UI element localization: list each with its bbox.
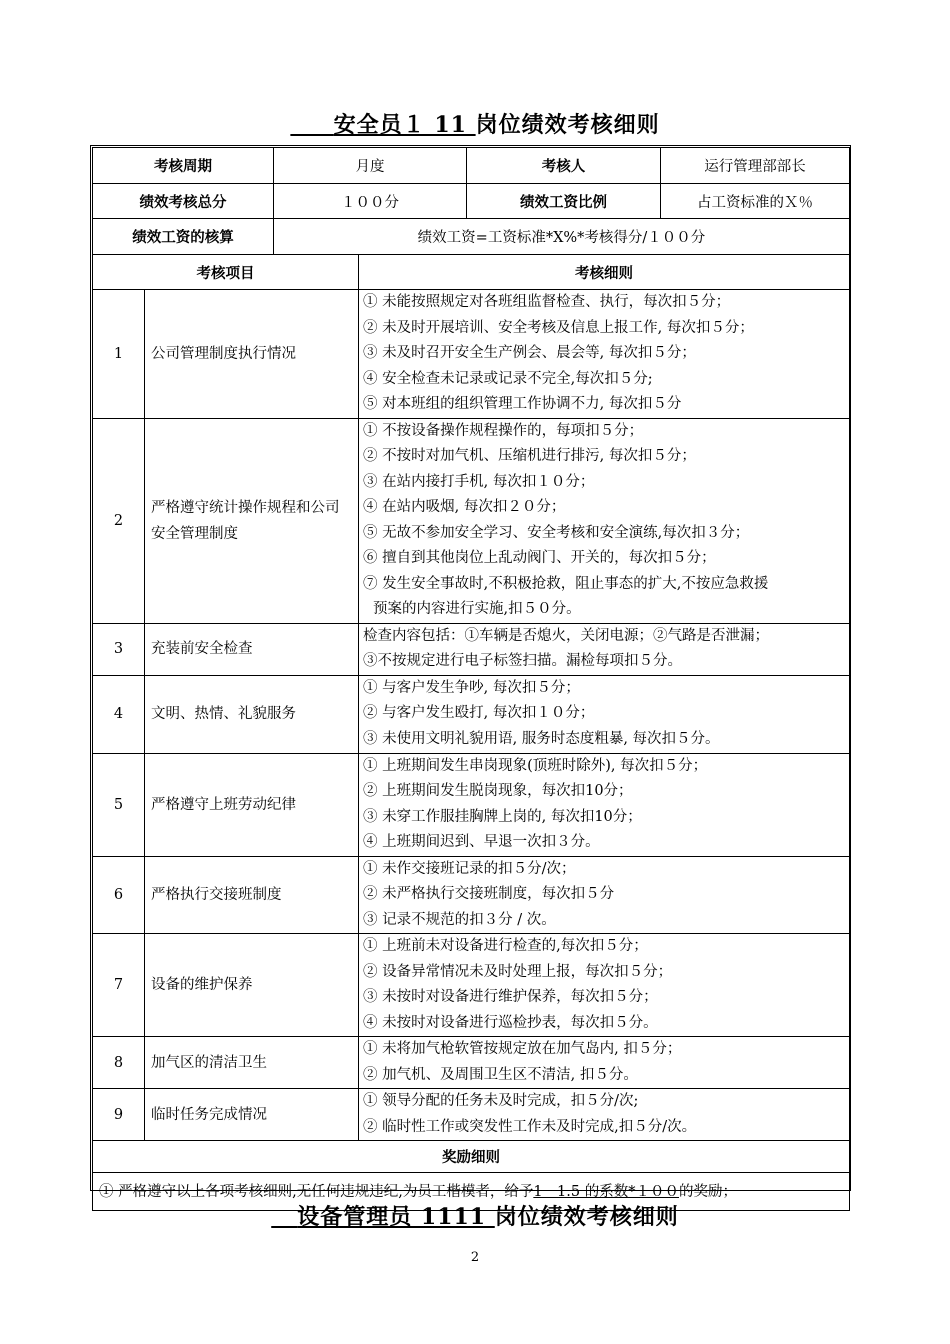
row-details [359, 290, 850, 419]
detail-line: ④ 上班期间迟到、早退一次扣３分。 [363, 834, 600, 850]
assessor-value: 运行管理部部长 [661, 148, 850, 184]
detail-line: ① 未作交接班记录的扣５分/次； [363, 860, 576, 877]
row-item: 充装前安全检查 [145, 623, 359, 675]
table-row [93, 753, 850, 856]
title2-main: 设备管理员 1111 [297, 1204, 495, 1230]
detail-line: ④ 安全检查未记录或记录不完全,每次扣５分; [363, 370, 653, 387]
detail-line: ① 未将加气枪软管按规定放在加气岛内, 扣５分； [363, 1041, 682, 1057]
row-details [359, 934, 850, 1037]
detail-line: ③ 未使用文明礼貌用语, 服务时态度粗暴, 每次扣５分。 [363, 730, 720, 747]
title-prefix [290, 112, 333, 138]
period-label: 考核周期 [93, 148, 274, 184]
detail-line: ① 未能按照规定对各班组监督检查、执行，每次扣５分； [363, 294, 731, 310]
row-number: 4 [93, 675, 145, 753]
row-number: 5 [93, 753, 145, 856]
row-number: 1 [93, 290, 145, 419]
row-item: 公司管理制度执行情况 [145, 290, 359, 419]
row-details [359, 1089, 850, 1141]
detail-line: ③ 记录不规范的扣３分 / 次。 [363, 911, 556, 928]
detail-line: ③不按规定进行电子标签扫描。漏检每项扣５分。 [363, 653, 682, 669]
reward-coefficient: 1－1.5 的系数*１００ [533, 1183, 679, 1200]
row-item: 加气区的清洁卫生 [145, 1037, 359, 1089]
table-row [93, 1089, 850, 1141]
calc-label: 绩效工资的核算 [93, 219, 274, 255]
ratio-value: 占工资标准的Ｘ％ [661, 184, 850, 219]
row-details [359, 675, 850, 753]
title-suffix: 岗位绩效考核细则 [475, 112, 660, 138]
detail-line: ② 与客户发生殴打, 每次扣１０分； [363, 705, 595, 722]
table-row [93, 418, 850, 623]
table-row [93, 290, 850, 419]
row-details [359, 623, 850, 675]
detail-line: ① 与客户发生争吵, 每次扣５分； [363, 679, 580, 696]
title-main: 安全员１ 11 [333, 112, 476, 138]
detail-line: ① 领导分配的任务未及时完成，扣５分/次; [363, 1093, 639, 1109]
table-row [93, 675, 850, 753]
total-label: 绩效考核总分 [93, 184, 274, 219]
title2-prefix [271, 1204, 297, 1230]
detail-line: ② 未严格执行交接班制度，每次扣５分 [363, 886, 615, 902]
detail-line: ⑦ 发生安全事故时,不积极抢救，阻止事态的扩大,不按应急救援 [363, 575, 769, 592]
detail-line: 预案的内容进行实施,扣５０分。 [373, 601, 581, 617]
detail-line: ④ 未按时对设备进行巡检抄表，每次扣５分。 [363, 1014, 658, 1031]
row-item: 文明、热情、礼貌服务 [145, 675, 359, 753]
assessment-table [92, 147, 850, 1211]
assessor-label: 考核人 [467, 148, 661, 184]
row-number: 2 [93, 418, 145, 623]
title2-suffix: 岗位绩效考核细则 [494, 1204, 679, 1230]
col-header-item: 考核项目 [93, 255, 359, 290]
row-number: 3 [93, 623, 145, 675]
detail-line: ② 上班期间发生脱岗现象，每次扣10分； [363, 783, 633, 799]
reward-text-pre: ① 严格遵守以上各项考核细则,无任何违规违纪,为员工楷模者，给予 [99, 1183, 534, 1200]
row-number: 9 [93, 1089, 145, 1141]
table-row [93, 934, 850, 1037]
row-item: 临时任务完成情况 [145, 1089, 359, 1141]
total-value: １００分 [274, 184, 467, 219]
calc-value: 绩效工资=工资标准*X%*考核得分/１００分 [274, 219, 850, 255]
reward-text-post: 的奖励； [678, 1183, 737, 1200]
detail-line: ② 未及时开展培训、安全考核及信息上报工作, 每次扣５分； [363, 319, 754, 336]
detail-line: ⑤ 对本班组的组织管理工作协调不力, 每次扣５分 [363, 396, 682, 412]
detail-line: ③ 未按时对设备进行维护保养，每次扣５分； [363, 989, 658, 1005]
reward-header: 奖励细则 [93, 1141, 850, 1173]
row-number: 8 [93, 1037, 145, 1089]
row-details [359, 1037, 850, 1089]
row-item: 严格遵守上班劳动纪律 [145, 753, 359, 856]
row-item: 严格遵守统计操作规程和公司安全管理制度 [145, 418, 359, 623]
row-number: 7 [93, 934, 145, 1037]
detail-line: ④ 在站内吸烟, 每次扣２０分； [363, 499, 566, 515]
row-details [359, 856, 850, 934]
detail-line: ② 临时性工作或突发性工作未及时完成,扣５分/次。 [363, 1118, 697, 1135]
table-row [93, 856, 850, 934]
page-title [0, 108, 950, 139]
next-section-title [0, 1200, 950, 1231]
detail-line: ③ 在站内接打手机, 每次扣１０分； [363, 473, 595, 490]
detail-line: ③ 未及时召开安全生产例会、晨会等, 每次扣５分； [363, 345, 696, 361]
detail-line: ① 上班期间发生串岗现象(顶班时除外), 每次扣５分； [363, 757, 708, 774]
row-details [359, 418, 850, 623]
row-item: 设备的维护保养 [145, 934, 359, 1037]
ratio-label: 绩效工资比例 [467, 184, 661, 219]
row-details [359, 753, 850, 856]
detail-line: ② 加气机、及周围卫生区不清洁, 扣５分。 [363, 1066, 638, 1083]
detail-line: ⑤ 无故不参加安全学习、安全考核和安全演练,每次扣３分； [363, 524, 750, 541]
detail-line: ⑥ 擅自到其他岗位上乱动阀门、开关的，每次扣５分； [363, 550, 716, 566]
detail-line: ① 不按设备操作规程操作的，每项扣５分； [363, 422, 644, 439]
row-number: 6 [93, 856, 145, 934]
period-value: 月度 [274, 148, 467, 184]
row-item: 严格执行交接班制度 [145, 856, 359, 934]
detail-line: ② 设备异常情况未及时处理上报，每次扣５分； [363, 963, 673, 980]
col-header-detail: 考核细则 [359, 255, 850, 290]
detail-line: 检查内容包括：①车辆是否熄火，关闭电源；②气路是否泄漏； [363, 627, 769, 644]
detail-line: ② 不按时对加气机、压缩机进行排污, 每次扣５分； [363, 448, 696, 464]
detail-line: ① 上班前未对设备进行检查的,每次扣５分； [363, 938, 648, 954]
table-row [93, 623, 850, 675]
page-number: 2 [470, 1250, 480, 1265]
table-row [93, 1037, 850, 1089]
detail-line: ③ 未穿工作服挂胸牌上岗的, 每次扣10分； [363, 808, 642, 825]
